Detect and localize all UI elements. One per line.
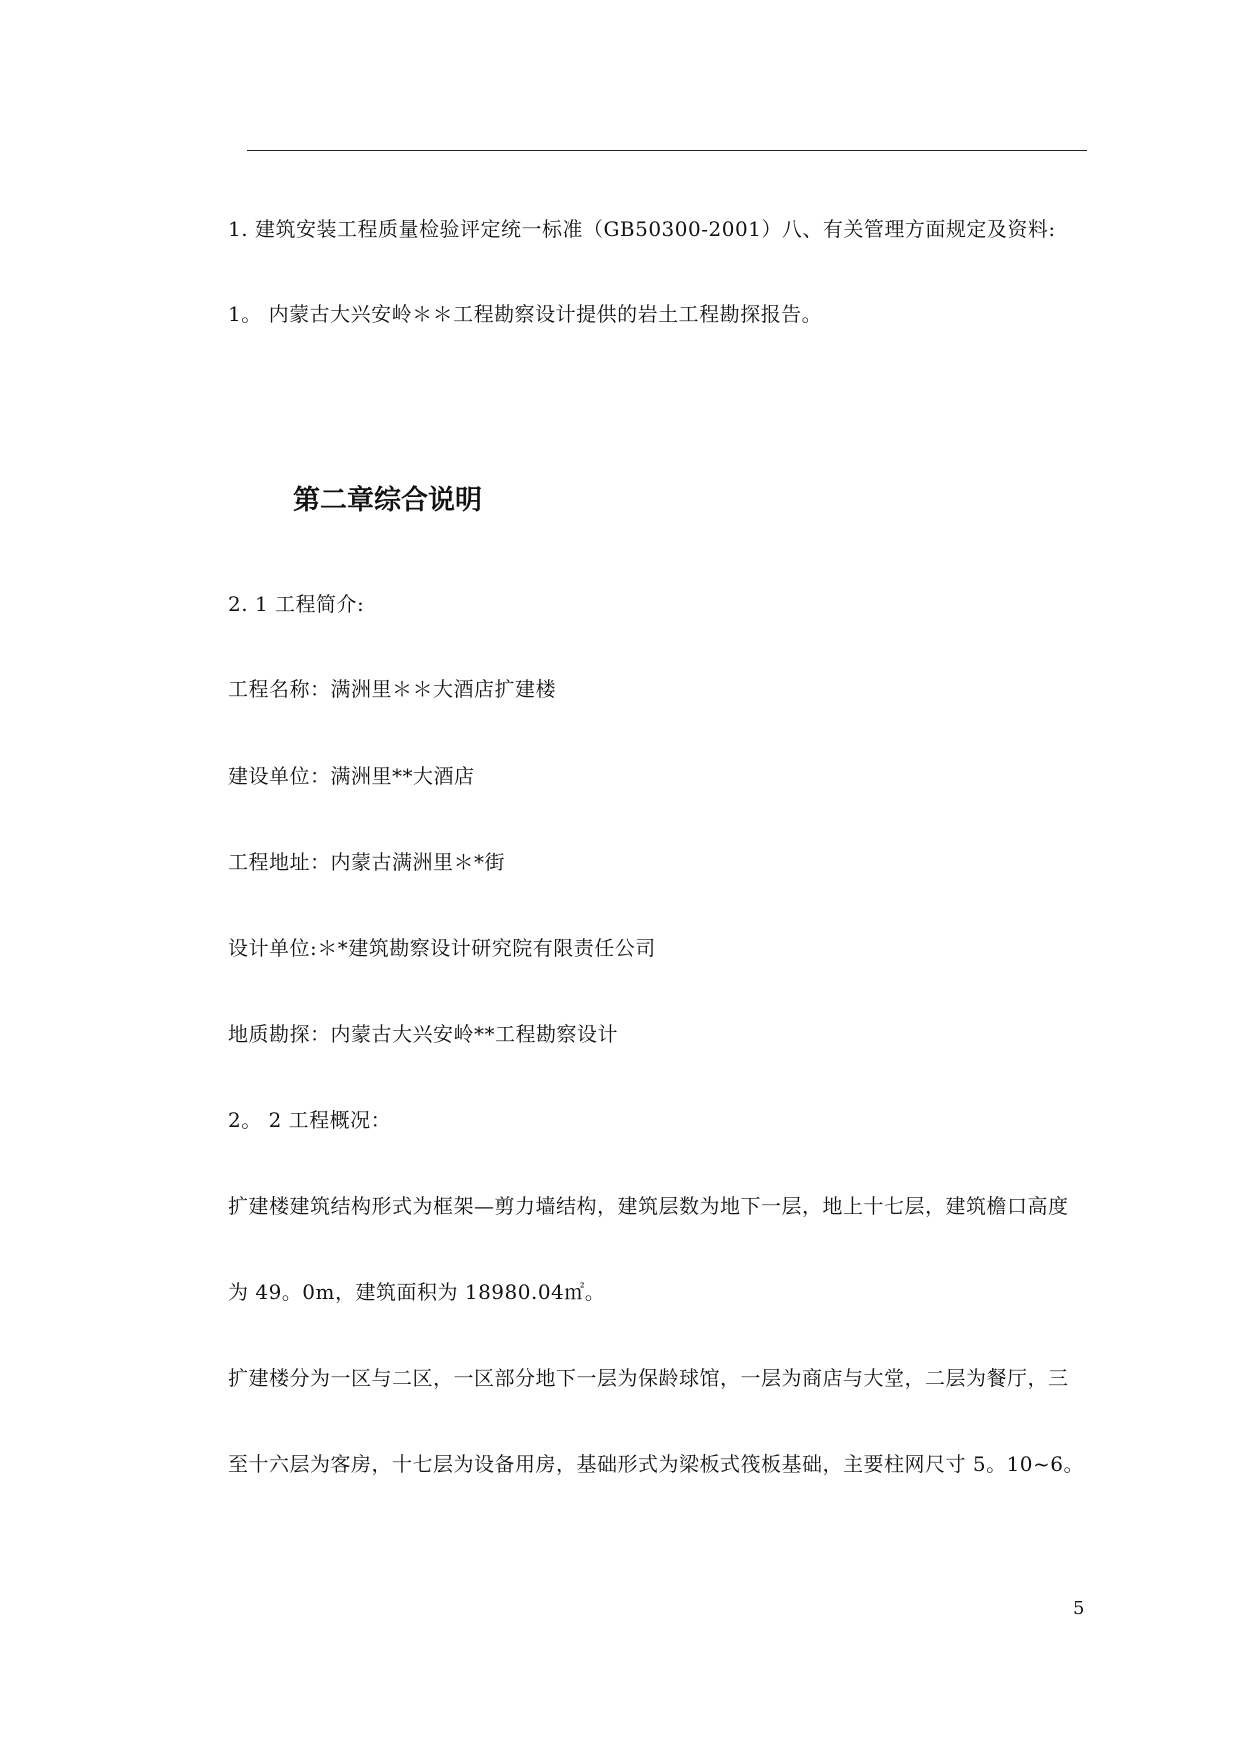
geological-survey: 地质勘探：内蒙古大兴安岭**工程勘察设计 — [228, 1022, 618, 1046]
project-name: 工程名称：满洲里＊＊大酒店扩建楼 — [228, 677, 556, 701]
builder-unit: 建设单位：满洲里**大酒店 — [228, 764, 475, 788]
page-number: 5 — [1073, 1598, 1085, 1619]
paragraph-line: 扩建楼建筑结构形式为框架—剪力墙结构，建筑层数为地下一层，地上十七层，建筑檐口高度 — [228, 1194, 1069, 1218]
project-address: 工程地址：内蒙古满洲里＊*街 — [228, 850, 505, 874]
header-rule — [247, 150, 1087, 151]
text-line: 1。 内蒙古大兴安岭＊＊工程勘察设计提供的岩土工程勘探报告。 — [228, 302, 823, 326]
paragraph-line: 至十六层为客房，十七层为设备用房，基础形式为梁板式筏板基础，主要柱网尺寸 5。10~6。 — [228, 1452, 1085, 1476]
paragraph-line: 为 49。0m，建筑面积为 18980.04㎡。 — [228, 1280, 606, 1304]
paragraph-line: 扩建楼分为一区与二区，一区部分地下一层为保龄球馆，一层为商店与大堂，二层为餐厅，三 — [228, 1366, 1069, 1390]
section-heading-2-2: 2。 2 工程概况： — [228, 1108, 392, 1132]
section-heading-2-1: 2. 1 工程简介: — [228, 592, 365, 616]
design-unit: 设计单位:＊*建筑勘察设计研究院有限责任公司 — [228, 936, 656, 960]
chapter-title: 第二章综合说明 — [293, 485, 482, 516]
text-line: 1. 建筑安装工程质量检验评定统一标准（GB50300-2001）八、有关管理方面规定及资料: — [228, 217, 1056, 241]
